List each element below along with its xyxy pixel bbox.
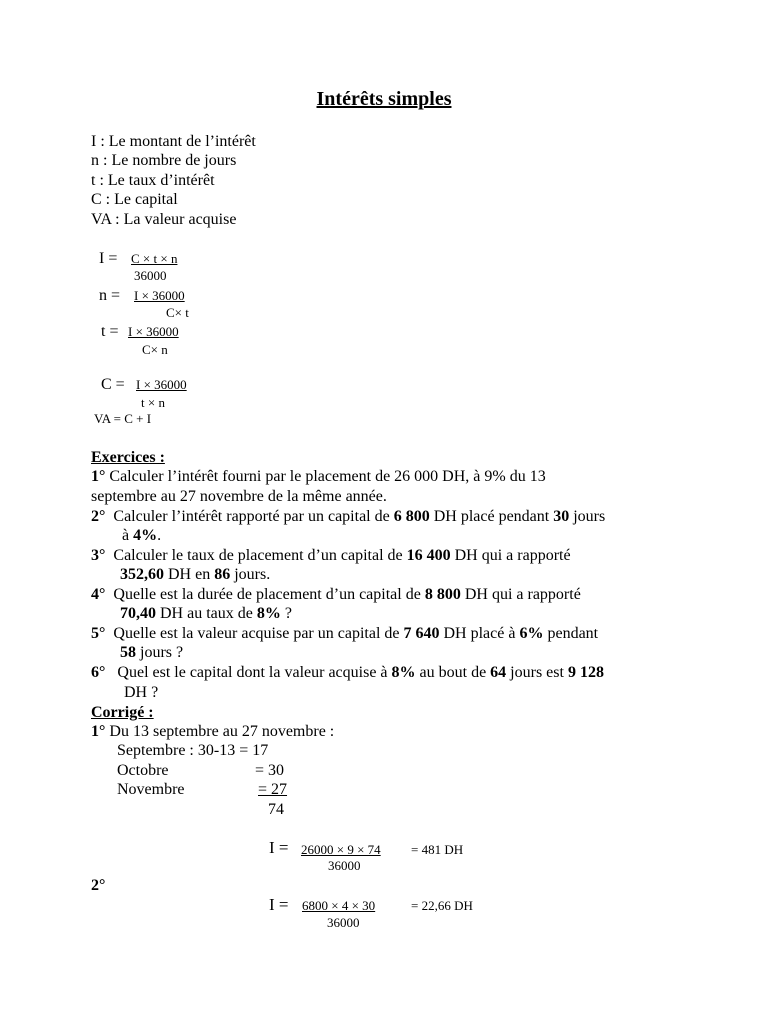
corrige-heading: Corrigé : <box>91 704 154 721</box>
formula-numerator: I × 36000 <box>134 288 185 303</box>
exercise-value: 8 800 <box>424 586 461 603</box>
exercise-value: 64 <box>490 664 507 681</box>
calc-result: = 481 DH <box>411 842 464 857</box>
definition-item: n : Le nombre de jours <box>91 152 237 169</box>
month-value: = 27 <box>258 781 288 798</box>
month-row: Novembre <box>117 781 185 798</box>
exercise-text: DH placé pendant <box>429 508 554 525</box>
exercise-text: jours. <box>230 566 271 583</box>
formula-label: n = <box>99 287 121 304</box>
calc-result: = 22,66 DH <box>411 898 473 913</box>
exercise-number: 5° <box>91 625 106 642</box>
month-value: = 30 <box>255 762 285 779</box>
exercise-text: ? <box>280 605 292 622</box>
exercise-text: Quel est le capital dont la valeur acquise à <box>105 664 392 681</box>
corrige-text: Du 13 septembre au 27 novembre : <box>105 723 335 740</box>
exercise-number: 6° <box>91 664 106 681</box>
definition-item: C : Le capital <box>91 191 178 208</box>
formula-VA: VA = C + I <box>94 411 152 426</box>
exercise-text: DH ? <box>124 684 159 701</box>
corrige-number: 2° <box>91 877 106 894</box>
exercise-text: jours est <box>506 664 568 681</box>
exercise-text: . <box>157 527 162 544</box>
formula-label: I = <box>99 250 118 267</box>
exercise-value: 352,60 <box>120 566 164 583</box>
exercise-number: 1° <box>91 468 106 485</box>
exercise-text: Calculer le taux de placement d’un capital de <box>105 547 407 564</box>
exercise-text: DH placé à <box>439 625 520 642</box>
formula-denominator: t × n <box>141 395 165 410</box>
formula-denominator: C× n <box>142 342 168 357</box>
exercise-value: 16 400 <box>406 547 451 564</box>
exercise-text: Calculer l’intérêt fourni par le placement de 26 000 DH, à 9% du 13 <box>105 468 546 485</box>
definition-item: t : Le taux d’intérêt <box>91 172 215 189</box>
exercise-value: 70,40 <box>120 605 156 622</box>
exercise-value: 86 <box>214 566 231 583</box>
exercise-value: 9 128 <box>567 664 604 681</box>
exercise-text: Quelle est la valeur acquise par un capital de <box>105 625 404 642</box>
exercise-text: pendant <box>543 625 599 642</box>
exercise-value: 8% <box>391 664 416 681</box>
exercices-heading: Exercices : <box>91 449 165 466</box>
exercise-text: jours <box>569 508 606 525</box>
corrige-number: 1° <box>91 723 106 740</box>
exercise-number: 4° <box>91 586 106 603</box>
formula-denominator: C× t <box>166 305 189 320</box>
calc-numerator: 6800 × 4 × 30 <box>302 898 376 913</box>
exercise-value: 58 <box>120 644 136 661</box>
exercise-text: jours ? <box>136 644 184 661</box>
exercise-value: 8% <box>256 605 281 622</box>
formula-numerator: I × 36000 <box>128 324 179 339</box>
calc-denominator: 36000 <box>327 915 360 930</box>
exercise-text: DH en <box>164 566 215 583</box>
month-total: 74 <box>268 801 284 818</box>
exercise-text: DH qui a rapporté <box>450 547 571 564</box>
exercise-text: Quelle est la durée de placement d’un capital de <box>105 586 425 603</box>
exercise-value: 6% <box>519 625 544 642</box>
exercise-text: septembre au 27 novembre de la même année. <box>91 488 387 505</box>
formula-numerator: I × 36000 <box>136 377 187 392</box>
formula-label: t = <box>101 323 119 340</box>
formula-numerator: C × t × n <box>131 251 178 266</box>
calc-label: I = <box>269 895 289 914</box>
calc-label: I = <box>269 838 289 857</box>
exercise-number: 2° <box>91 508 106 525</box>
calc-denominator: 36000 <box>328 858 361 873</box>
calc-numerator: 26000 × 9 × 74 <box>301 842 381 857</box>
exercise-text: Calculer l’intérêt rapporté par un capital de <box>105 508 394 525</box>
definition-item: I : Le montant de l’intérêt <box>91 133 256 150</box>
exercise-text: au bout de <box>415 664 491 681</box>
exercise-value: 6 800 <box>393 508 430 525</box>
definition-item: VA : La valeur acquise <box>91 211 237 228</box>
month-row: Octobre <box>117 762 169 779</box>
exercise-text: à <box>122 527 134 544</box>
exercise-value: 4% <box>133 527 158 544</box>
corrige-1-intro <box>91 722 334 742</box>
month-row: Septembre : 30-13 = 17 <box>117 742 269 759</box>
exercise-text: DH au taux de <box>156 605 257 622</box>
exercise-value: 30 <box>553 508 570 525</box>
exercise-number: 3° <box>91 547 106 564</box>
exercise-text: DH qui a rapporté <box>460 586 581 603</box>
formula-label: C = <box>101 376 125 393</box>
formula-denominator: 36000 <box>134 268 167 283</box>
page-title: Intérêts simples <box>316 88 452 110</box>
exercise-value: 7 640 <box>403 625 440 642</box>
